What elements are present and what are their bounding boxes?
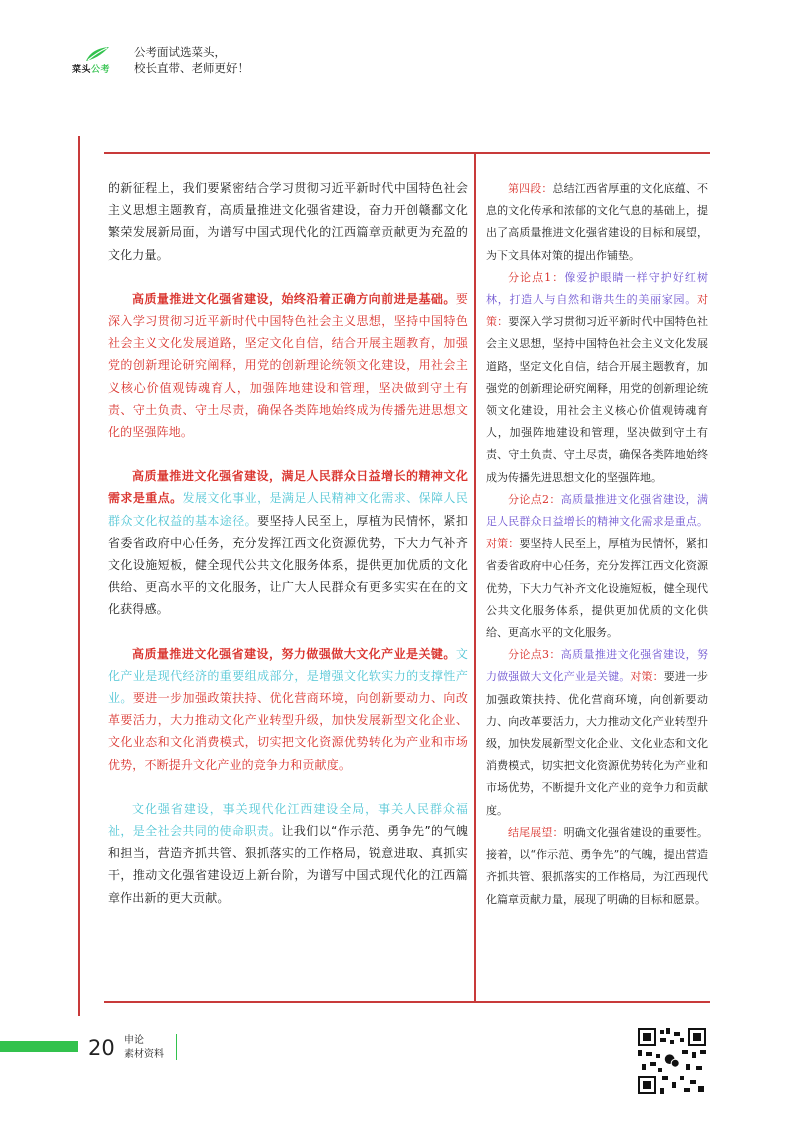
footer-divider: [176, 1034, 177, 1060]
sub-point-1: [486, 267, 708, 489]
brand-logo: [72, 46, 134, 76]
bottom-rule: [104, 1001, 710, 1003]
paragraph-1-body: 要深入学习贯彻习近平新时代中国特色社会主义思想，坚持中国特色社会主义文化发展道路，坚定文化自信，结合开展主题教育，加强党的创新理论研究阐释，用党的创新理论统领文化建设，用社会主义核心价值观铸魂育人，加强阵地建设和管理，坚决做到守土有责、守土负责、守土尽责，确保各类阵地始终成为传播先进思想文化的坚强阵地。: [108, 291, 468, 440]
slogan-line-2: 校长直带、老师更好！: [134, 61, 249, 75]
paragraph-3-heading: 高质量推进文化强省建设，努力做强做大文化产业是关键。: [132, 646, 456, 661]
sub-point-2: [486, 489, 708, 644]
paragraph-4-body: 让我们以“作示范、勇争先”的气魄和担当，营造齐抓共管、狠抓落实的工作格局，锐意进取、真抓实干，推动文化强省建设迈上新台阶，为谱写中国式现代化的江西篇章作出新的更大贡献。: [108, 824, 468, 905]
left-margin-rule: [78, 136, 80, 1016]
leaf-logo-icon: [84, 46, 110, 62]
sub-point-3: [486, 644, 708, 822]
analysis-column: [486, 178, 708, 911]
paragraph-4-highlight: 文化强省建设，事关现代化江西建设全局，事关人民群众福祉，是全社会共同的使命职责。: [108, 801, 468, 839]
sub-point-label: 分论点3：: [508, 648, 561, 662]
top-rule: [104, 152, 710, 154]
conclusion-outlook: [486, 822, 708, 911]
paragraph-1: [108, 288, 468, 443]
analysis-paragraph-4: 第四段：总结江西省厚重的文化底蕴、不息的文化传承和浓郁的文化气息的基础上，提出了高质量推进文化强省建设的目标和展望，为下文具体对策的提出作铺垫。: [486, 182, 709, 262]
section-subtitle: 素材资料: [124, 1049, 164, 1060]
sub-point-label: 分论点2：: [508, 492, 561, 506]
intro-paragraph: 的新征程上，我们要紧密结合学习贯彻习近平新时代中国特色社会主义思想主题教育，高质量推进文化强省建设，奋力开创赣鄱文化繁荣发展新局面，为谱写中国式现代化的江西篇章贡献更为充盈的文化力量。: [108, 181, 468, 262]
page-number: 20: [88, 1036, 115, 1060]
countermeasure-label: 对策：: [486, 293, 708, 329]
countermeasure-text: 要进一步加强政策扶持、优化营商环境，向创新要动力、向改革要活力，大力推动文化产业转型升级，加快发展新型文化企业、文化业态和文化消费模式，切实把文化资源优势转化为产业和市场优势，不断提升文化产业的竞争力和贡献度。: [486, 670, 709, 817]
brand-name: 菜头公考: [72, 65, 111, 75]
sub-point-label: 分论点1：: [508, 270, 565, 284]
countermeasure-text: 要坚持人民至上，厚植为民情怀，紧扣省委省政府中心任务，充分发挥江西文化资源优势，下大力气补齐文化设施短板，健全现代公共文化服务体系，提供更加优质的文化供给、更高水平的文化服务。: [486, 537, 709, 640]
slogan-line-1: 公考面试选菜头，: [134, 45, 226, 59]
sub-point-text: 高质量推进文化强省建设，努力做强做大文化产业是关键。: [486, 648, 708, 684]
analysis-label: 第四段：: [508, 182, 553, 195]
paragraph-3: [108, 643, 468, 776]
paragraph-2-highlight: 发展文化事业，是满足人民精神文化需求、保障人民群众文化权益的基本途径。: [108, 491, 469, 528]
sub-point-text: 高质量推进文化强省建设，满足人民群众日益增长的精神文化需求是重点。: [486, 492, 708, 529]
conclusion-label: 结尾展望：: [508, 825, 564, 839]
sub-point-text: 像爱护眼睛一样守护好红树林，打造人与自然和谐共生的美丽家园。: [486, 270, 708, 307]
paragraph-1-heading: 高质量推进文化强省建设，始终沿着正确方向前进是基础。: [132, 291, 456, 306]
slogan: [134, 44, 249, 76]
paragraph-4: [108, 798, 468, 909]
qr-code-icon[interactable]: [638, 1028, 706, 1094]
paragraph-3-highlight: 文化产业是现代经济的重要组成部分，是增强文化软实力的支撑性产业。: [108, 646, 468, 706]
paragraph-3-body: 要进一步加强政策扶持、优化营商环境，向创新要动力、向改革要活力，大力推动文化产业转型升级，加快发展新型文化企业、文化业态和文化消费模式，切实把文化资源优势转化为产业和市场优势，不断提升文化产业的竞争力和贡献度。: [108, 691, 468, 772]
page-accent-bar: [0, 1041, 78, 1052]
paragraph-2-heading: 高质量推进文化强省建设，满足人民群众日益增长的精神文化需求是重点。: [108, 469, 468, 506]
conclusion-text: 明确文化强省建设的重要性。接着，以“作示范、勇争先”的气魄，提出营造齐抓共管、狠抓落实的工作格局，为江西现代化篇章贡献力量，展现了明确的目标和愿景。: [486, 825, 709, 906]
article-column: [108, 177, 468, 909]
countermeasure-label: 对策：: [486, 537, 520, 551]
paragraph-2-body: 要坚持人民至上，厚植为民情怀，紧扣省委省政府中心任务，充分发挥江西文化资源优势，下大力气补齐文化设施短板，健全现代公共文化服务体系，提供更加优质的文化供给、更高水平的文化服务，让广大人民群众有更多实实在在的文化获得感。: [108, 513, 468, 617]
column-divider: [474, 152, 476, 1002]
section-title: 申论: [124, 1035, 144, 1046]
countermeasure-text: 要深入学习贯彻习近平新时代中国特色社会主义思想，坚持中国特色社会主义文化发展道路，坚定文化自信，结合开展主题教育，加强党的创新理论研究阐释，用党的创新理论统领文化建设，用社会主义核心价值观铸魂育人，加强阵地建设和管理，坚决做到守土有责、守土负责、守土尽责，确保各类阵地始终成为传播先进思想文化的坚强阵地。: [486, 315, 709, 484]
paragraph-2: [108, 465, 468, 620]
countermeasure-label: 对策：: [630, 670, 664, 684]
